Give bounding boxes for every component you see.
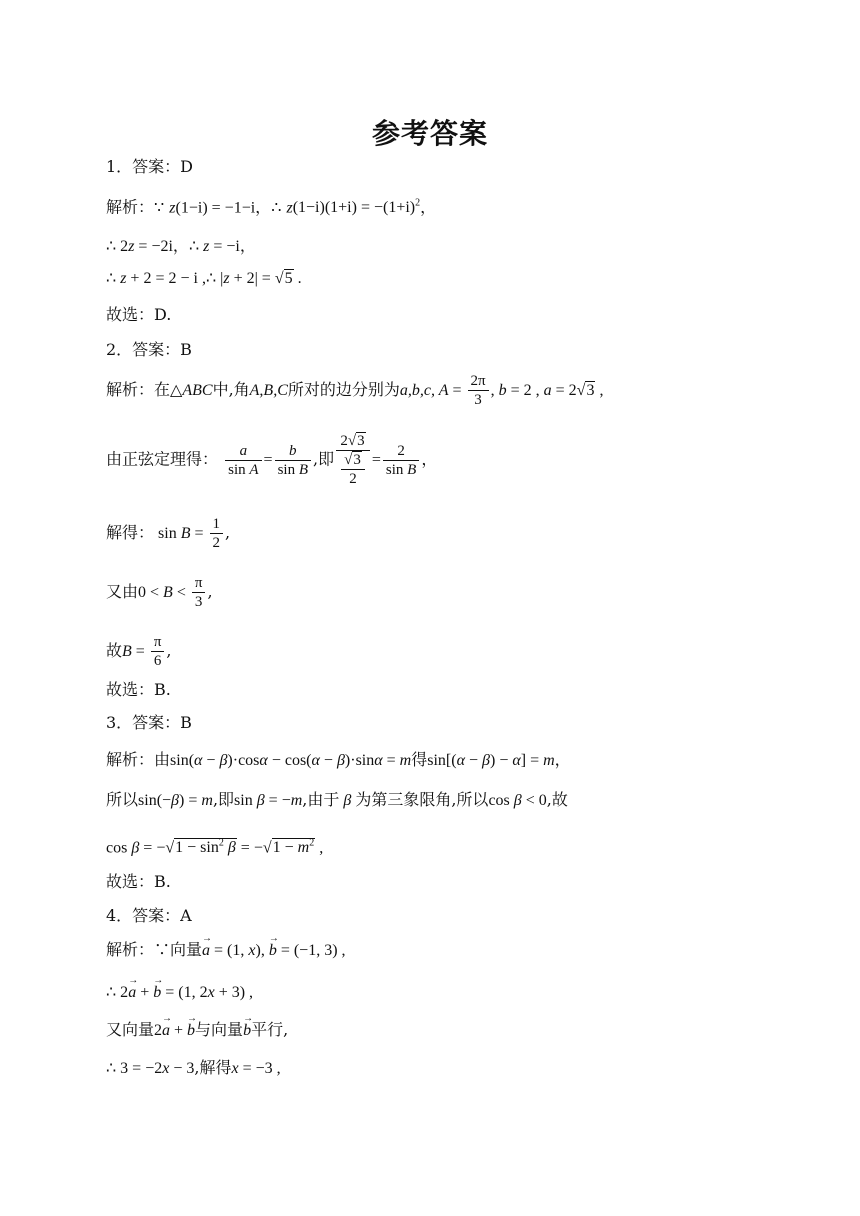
q1-conclusion: 故选：D. bbox=[106, 305, 172, 324]
q2-explain-3: 解得： sin B = $\frac{1}{2}$ , bbox=[106, 516, 231, 551]
q1-answer: 1．答案：D bbox=[106, 157, 194, 176]
page-title: 参考答案 bbox=[371, 117, 488, 150]
q2-explain-2: 由正弦定理得： $\frac{a}{\text{sin A}}$ = $\frac{b}{\text{sin B}}$ ,即 $\frac{2√3}{\frac{√3}{2}}$ = $\frac{2}{\text{sin B}}$ ， bbox=[106, 433, 438, 487]
q3-explain-1: 解析：由sin(α − β)·cosα − cos(α − β)·sinα = m得sin[(α − β) − α] = m， bbox=[106, 750, 571, 769]
q2-conclusion: 故选：B. bbox=[106, 680, 171, 699]
q3-explain-2: 所以sin(−β) = m,即sin β = −m,由于 β 为第三象限角,所以cos β < 0,故 bbox=[106, 790, 568, 809]
q4-explain-1: 解析：∵向量→ a = (1, x), → b = (−1, 3) , bbox=[106, 940, 346, 961]
q2-explain-4: 又由0 < B < $\frac{\pi}{3}$ , bbox=[106, 575, 213, 610]
q4-explain-2: ∴ 2→ a + → b = (1, 2x + 3) , bbox=[106, 982, 253, 1003]
q4-explain-3: 又向量2→ a + → b与向量→ b平行, bbox=[106, 1020, 288, 1041]
q1-explain-2: ∴ 2z = −2i，∴ z = −i， bbox=[106, 236, 256, 255]
q2-explain-1: 解析：在△ABC中,角A,B,C所对的边分别为a,b,c, A = $\frac{2\pi}{3}$ , b = 2 , a = 2√3 , bbox=[106, 373, 604, 408]
q3-conclusion: 故选：B. bbox=[106, 872, 171, 891]
q1-explain-3: ∴ z + 2 = 2 − i ,∴ |z + 2| = √5 . bbox=[106, 270, 302, 287]
q3-answer: 3．答案：B bbox=[106, 713, 192, 732]
q2-answer: 2．答案：B bbox=[106, 340, 192, 359]
q4-explain-4: ∴ 3 = −2x − 3,解得x = −3 , bbox=[106, 1058, 281, 1077]
q4-answer: 4．答案：A bbox=[106, 906, 192, 925]
q3-explain-3: $\cos \beta = -√1 - \sin^2 \beta = -√1 - m^2$ , bbox=[106, 838, 324, 857]
q1-explain-1: 解析：∵ z(1−i) = −1−i，∴ $z(1-i)(1+i) = -(1+i)^2$， bbox=[106, 197, 437, 217]
q2-explain-5: 故B = $\frac{\pi}{6}$ , bbox=[106, 634, 172, 669]
